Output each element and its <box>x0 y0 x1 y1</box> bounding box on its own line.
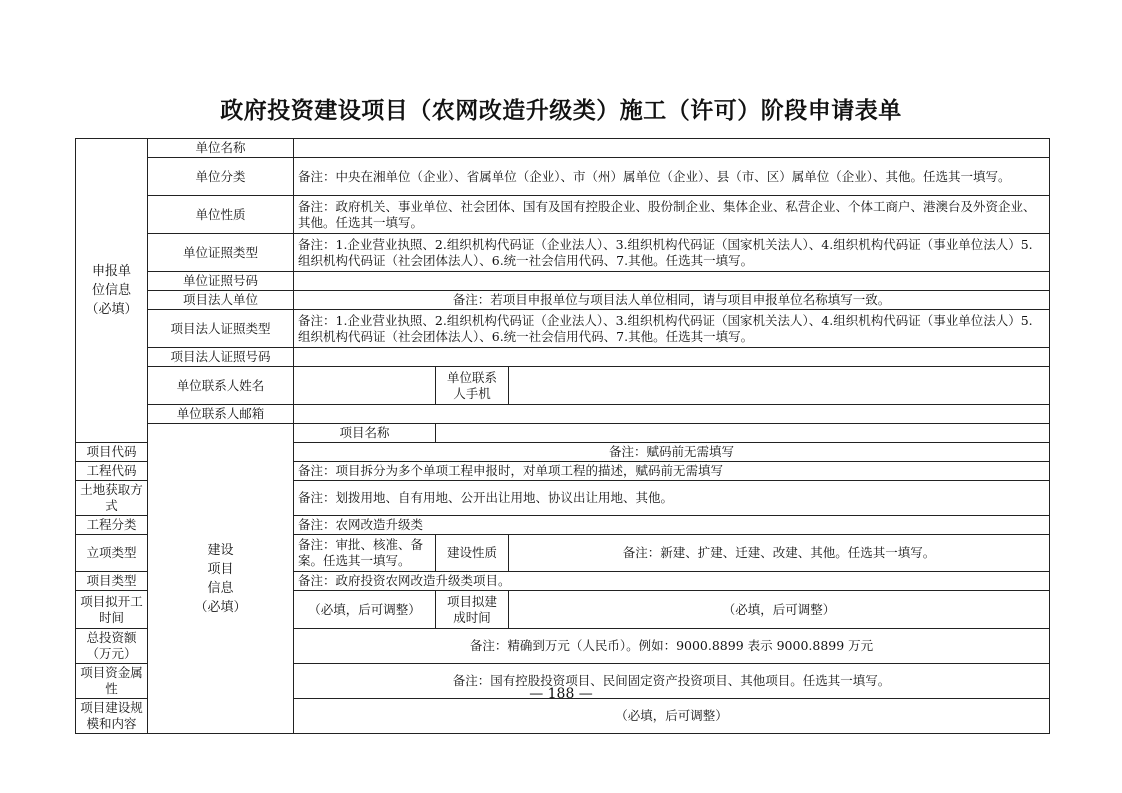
row-unit-name <box>76 139 1050 158</box>
note-planned-finish[interactable]: （必填，后可调整） <box>509 591 1050 629</box>
section-label-project: 建设 项目 信息 （必填） <box>148 424 294 734</box>
note-unit-category[interactable]: 备注：中央在湘单位（企业）、省属单位（企业）、市（州）属单位（企业）、县（市、区）属单位（企业）、其他。任选其一填写。 <box>294 158 1050 196</box>
page-number: — 188 — <box>529 686 593 702</box>
note-legal-unit[interactable]: 备注：若项目申报单位与项目法人单位相同，请与项目申报单位名称填写一致。 <box>294 291 1050 310</box>
note-construction-nature[interactable]: 备注：新建、扩建、迁建、改建、其他。任选其一填写。 <box>509 535 1050 572</box>
input-unit-name[interactable] <box>294 139 1050 158</box>
input-contact-email[interactable] <box>294 405 1050 424</box>
label-legal-license-type: 项目法人证照类型 <box>148 310 294 348</box>
note-engineering-code[interactable]: 备注：项目拆分为多个单项工程申报时，对单项工程的描述，赋码前无需填写 <box>294 462 1050 481</box>
label-project-type: 项目类型 <box>76 572 148 591</box>
note-scale-content[interactable]: （必填，后可调整） <box>294 699 1050 734</box>
note-unit-nature[interactable]: 备注：政府机关、事业单位、社会团体、国有及国有控股企业、股份制企业、集体企业、私营企业、个体工商户、港澳台及外资企业、其他。任选其一填写。 <box>294 196 1050 234</box>
label-engineering-code: 工程代码 <box>76 462 148 481</box>
input-contact-name[interactable] <box>294 367 436 405</box>
label-planned-finish: 项目拟建 成时间 <box>436 591 509 629</box>
input-project-name[interactable] <box>436 424 1050 443</box>
row-project-name <box>76 424 1050 443</box>
label-unit-license-type: 单位证照类型 <box>148 234 294 272</box>
label-unit-category: 单位分类 <box>148 158 294 196</box>
label-unit-license-no: 单位证照号码 <box>148 272 294 291</box>
input-contact-phone[interactable] <box>509 367 1050 405</box>
label-contact-phone: 单位联系 人手机 <box>436 367 509 405</box>
label-contact-name: 单位联系人姓名 <box>148 367 294 405</box>
page-title: 政府投资建设项目（农网改造升级类）施工（许可）阶段申请表单 <box>220 97 902 124</box>
note-land-method[interactable]: 备注：划拨用地、自有用地、公开出让用地、协议出让用地、其他。 <box>294 481 1050 516</box>
label-legal-unit: 项目法人单位 <box>148 291 294 310</box>
note-approval-type[interactable]: 备注：审批、核准、备案。任选其一填写。 <box>294 535 436 572</box>
label-contact-email: 单位联系人邮箱 <box>148 405 294 424</box>
label-fund-attribute: 项目资金属性 <box>76 664 148 699</box>
row-contact <box>76 367 1050 405</box>
section-label-applicant: 申报单 位信息 （必填） <box>76 139 148 443</box>
row-unit-nature <box>76 196 1050 234</box>
label-project-code: 项目代码 <box>76 443 148 462</box>
note-project-code[interactable]: 备注：赋码前无需填写 <box>294 443 1050 462</box>
row-unit-license-type <box>76 234 1050 272</box>
row-contact-email <box>76 405 1050 424</box>
note-fund-attribute[interactable]: 备注：国有控股投资项目、民间固定资产投资项目、其他项目。任选其一填写。 <box>294 664 1050 699</box>
input-unit-license-no[interactable] <box>294 272 1050 291</box>
row-unit-category <box>76 158 1050 196</box>
row-legal-license-no <box>76 348 1050 367</box>
note-project-type[interactable]: 备注：政府投资农网改造升级类项目。 <box>294 572 1050 591</box>
application-form-table <box>75 138 1050 734</box>
label-total-investment: 总投资额（万元） <box>76 629 148 664</box>
input-legal-license-no[interactable] <box>294 348 1050 367</box>
note-total-investment[interactable]: 备注：精确到万元（人民币）。例如：9000.8899 表示 9000.8899 万元 <box>294 629 1050 664</box>
label-scale-content: 项目建设规模和内容 <box>76 699 148 734</box>
label-project-name: 项目名称 <box>294 424 436 443</box>
label-construction-nature: 建设性质 <box>436 535 509 572</box>
note-legal-license-type[interactable]: 备注：1.企业营业执照、2.组织机构代码证（企业法人）、3.组织机构代码证（国家机关法人）、4.组织机构代码证（事业单位法人）5.组织机构代码证（社会团体法人）、6.统一社会信用代码、7.其他。任选其一填写。 <box>294 310 1050 348</box>
label-planned-start: 项目拟开工时间 <box>76 591 148 629</box>
label-engineering-category: 工程分类 <box>76 516 148 535</box>
label-unit-nature: 单位性质 <box>148 196 294 234</box>
label-land-method: 土地获取方式 <box>76 481 148 516</box>
row-unit-license-no <box>76 272 1050 291</box>
row-legal-unit <box>76 291 1050 310</box>
note-engineering-category[interactable]: 备注：农网改造升级类 <box>294 516 1050 535</box>
note-planned-start[interactable]: （必填，后可调整） <box>294 591 436 629</box>
note-unit-license-type[interactable]: 备注：1.企业营业执照、2.组织机构代码证（企业法人）、3.组织机构代码证（国家机关法人）、4.组织机构代码证（事业单位法人）5.组织机构代码证（社会团体法人）、6.统一社会信用代码、7.其他。任选其一填写。 <box>294 234 1050 272</box>
label-approval-type: 立项类型 <box>76 535 148 572</box>
label-legal-license-no: 项目法人证照号码 <box>148 348 294 367</box>
label-unit-name: 单位名称 <box>148 139 294 158</box>
row-legal-license-type <box>76 310 1050 348</box>
